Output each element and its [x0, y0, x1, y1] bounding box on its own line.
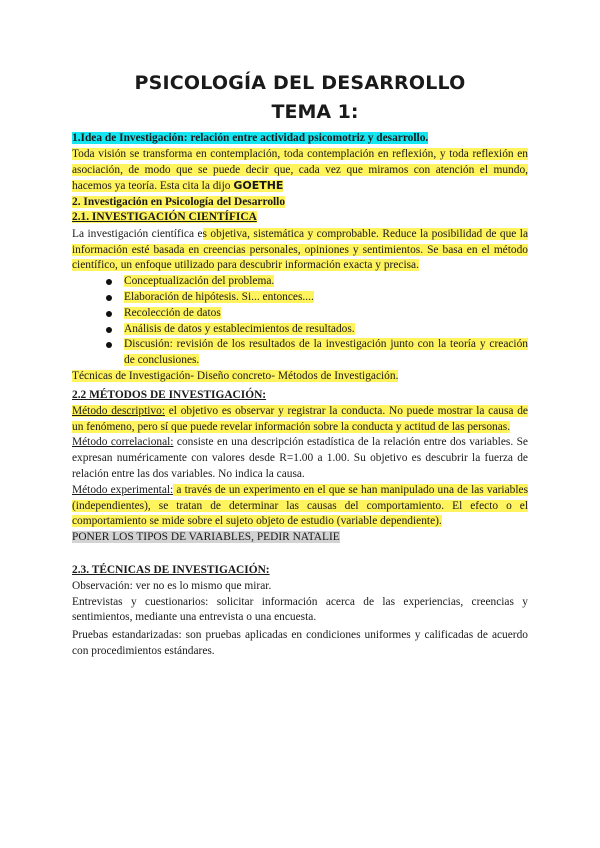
method-steps-list	[72, 274, 528, 369]
method-descriptive: Método descriptivo: el objetivo es observar y registrar la conducta. No puede mostrar la causa de un fenómeno, pero sí que puede revelar información sobre la conducta y actitud de las personas.	[72, 404, 528, 433]
section-2	[72, 195, 528, 211]
todo-note: PONER LOS TIPOS DE VARIABLES, PEDIR NATALIE	[72, 531, 340, 544]
section-2-2-heading: 2.2 MÉTODOS DE INVESTIGACIÓN:	[72, 389, 267, 401]
section-2-heading: 2. Investigación en Psicología del Desarrollo	[72, 196, 286, 208]
bullet-icon	[106, 295, 112, 301]
bullet-icon	[106, 342, 112, 348]
method-descriptive-label: Método descriptivo:	[72, 404, 165, 417]
section-2-1	[72, 210, 528, 385]
section-2-3-heading: 2.3. TÉCNICAS DE INVESTIGACIÓN:	[72, 564, 270, 576]
technique-interviews: Entrevistas y cuestionarios: solicitar información acerca de las experiencias, creencias y sentimientos, mediante una entrevista o una encuesta.	[72, 595, 528, 624]
section-2-3	[72, 563, 528, 660]
section-2-1-paragraph: La investigación científica es objetiva, sistemática y comprobable. Reduce la posibilidad de que la información esté basada en creencias personales, opiniones y sentimientos. Se basa en el método científico, un enfoque utilizado para descubrir información exacta y precisa.	[72, 227, 529, 272]
bullet-icon	[106, 279, 112, 285]
section-2-1-heading: 2.1. INVESTIGACIÓN CIENTÍFICA	[72, 211, 257, 223]
goethe-quote: Toda visión se transforma en contemplación, toda contemplación en reflexión, y toda reflexión en asociación, de modo que se puede decir que, cada vez que miramos con atención el mundo, hacemos ya teoría. Esta cita la dijo	[72, 147, 528, 193]
list-item: Discusión: revisión de los resultados de la investigación junto con la teoría y creación de conclusiones.	[72, 337, 528, 369]
section-1-heading: 1.Idea de Investigación: relación entre actividad psicomotriz y desarrollo.	[72, 132, 429, 144]
document-subtitle: TEMA 1:	[271, 101, 359, 123]
technique-observation: Observación: ver no es lo mismo que mirar.	[72, 579, 272, 592]
method-experimental-label: Método experimental:	[72, 483, 174, 496]
list-item: Elaboración de hipótesis. Si... entonces....	[72, 290, 528, 306]
method-experimental: Método experimental: a través de un experimento en el que se han manipulado una de las variables (independientes), se tratan de determinar las causas del comportamiento. El efecto o el comportamiento se mide sobre el sujeto objeto de estudio (variable dependiente).	[72, 483, 528, 528]
section-1	[72, 131, 528, 195]
list-item: Análisis de datos y establecimientos de resultados.	[72, 322, 528, 338]
section-2-2	[72, 388, 528, 546]
document-title: PSICOLOGÍA DEL DESARROLLO	[134, 72, 466, 94]
bullet-icon	[106, 327, 112, 333]
techniques-summary: Técnicas de Investigación- Diseño concreto- Métodos de Investigación.	[72, 369, 399, 382]
technique-standardized-tests: Pruebas estandarizadas: son pruebas aplicadas en condiciones uniformes y calificadas de acuerdo con procedimientos estándares.	[72, 629, 528, 657]
list-item: Conceptualización del problema.	[72, 274, 528, 290]
bullet-icon	[106, 311, 112, 317]
list-item: Recolección de datos	[72, 306, 528, 322]
method-correlational-label: Método correlacional:	[72, 436, 174, 449]
quote-author: GOETHE	[233, 179, 284, 193]
section-1-paragraph	[72, 147, 528, 195]
method-correlational: Método correlacional: consiste en una descripción estadística de la relación entre dos variables. Se expresan numéricamente con valores desde R=1.00 a 1.00. Su objetivo es descubrir la fuerza de relación entre las dos variables. No indica la causa.	[72, 436, 528, 480]
